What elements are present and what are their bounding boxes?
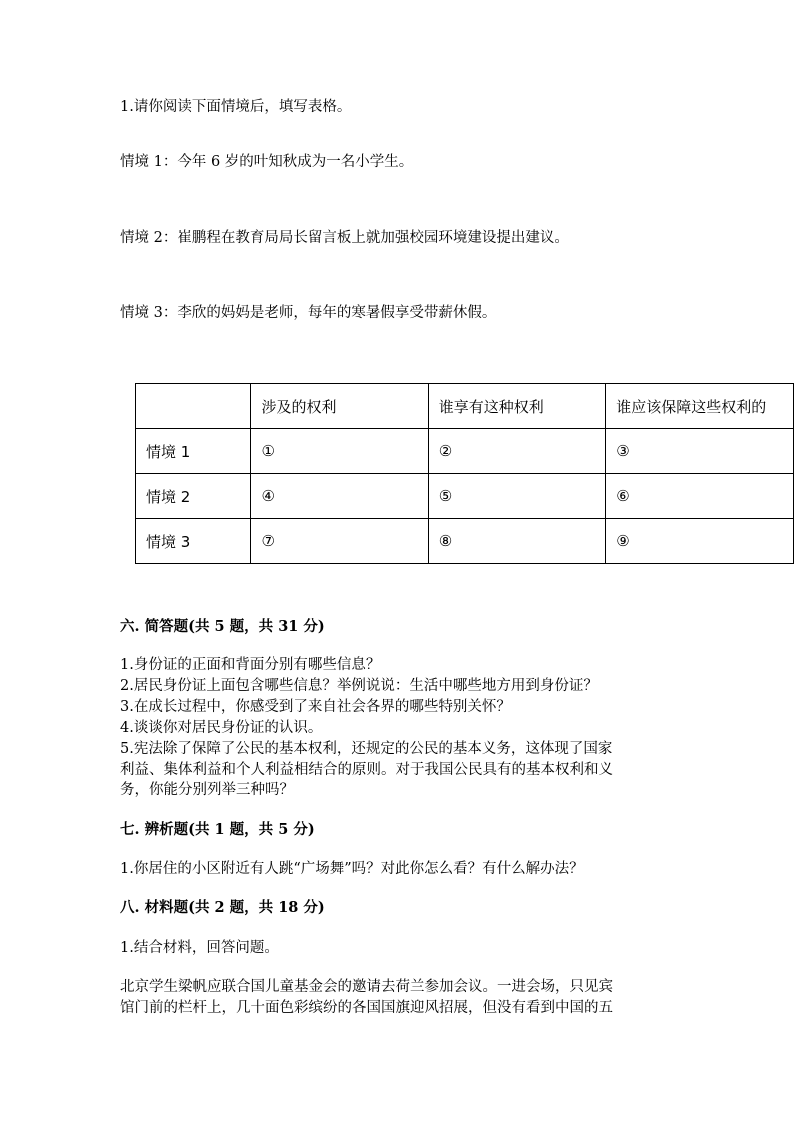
table-cell: ⑤ bbox=[428, 474, 605, 519]
table-cell: ③ bbox=[606, 429, 794, 474]
table-cell: ④ bbox=[251, 474, 428, 519]
section-6-line: 务，你能分别列举三种吗？ bbox=[120, 782, 294, 798]
table-cell: ⑦ bbox=[251, 519, 428, 564]
section-6-title: 六. 简答题(共 5 题，共 31 分) bbox=[120, 618, 325, 635]
table-row bbox=[136, 429, 794, 474]
table-cell: 情境 2 bbox=[136, 474, 251, 519]
table-header-cell: 谁享有这种权利 bbox=[428, 384, 605, 429]
question-1-prompt: 1.请你阅读下面情境后，填写表格。 bbox=[120, 99, 352, 115]
table-row bbox=[136, 519, 794, 564]
section-8-prompt: 1.结合材料，回答问题。 bbox=[120, 940, 279, 956]
table-header-row bbox=[136, 384, 794, 429]
scenario-2-text: 情境 2：崔鹏程在教育局局长留言板上就加强校园环境建设提出建议。 bbox=[120, 230, 569, 246]
table-cell: ⑨ bbox=[606, 519, 794, 564]
scenario-1-text: 情境 1：今年 6 岁的叶知秋成为一名小学生。 bbox=[120, 154, 414, 170]
table-header-cell bbox=[136, 384, 251, 429]
section-7-title: 七. 辨析题(共 1 题，共 5 分) bbox=[120, 821, 315, 838]
table-cell: ⑧ bbox=[428, 519, 605, 564]
section-6-line: 2.居民身份证上面包含哪些信息？举例说说：生活中哪些地方用到身份证？ bbox=[120, 678, 598, 694]
table-cell: 情境 3 bbox=[136, 519, 251, 564]
scenario-3-text: 情境 3：李欣的妈妈是老师，每年的寒暑假享受带薪休假。 bbox=[120, 305, 497, 321]
section-6-line: 5.宪法除了保障了公民的基本权利，还规定的公民的基本义务，这体现了国家 bbox=[120, 741, 613, 757]
section-6-line: 3.在成长过程中，你感受到了来自社会各界的哪些特别关怀？ bbox=[120, 699, 511, 715]
table-row bbox=[136, 474, 794, 519]
section-8-material-line: 馆门前的栏杆上，几十面色彩缤纷的各国国旗迎风招展，但没有看到中国的五 bbox=[120, 1000, 613, 1016]
table-cell: ① bbox=[251, 429, 428, 474]
section-7-line: 1.你居住的小区附近有人跳“广场舞”吗？对此你怎么看？有什么解办法？ bbox=[120, 861, 584, 877]
table-header-cell: 涉及的权利 bbox=[251, 384, 428, 429]
section-6-line: 1.身份证的正面和背面分别有哪些信息？ bbox=[120, 657, 381, 673]
table-cell: ⑥ bbox=[606, 474, 794, 519]
table-cell: 情境 1 bbox=[136, 429, 251, 474]
section-8-title: 八. 材料题(共 2 题，共 18 分) bbox=[120, 899, 325, 916]
rights-table bbox=[135, 383, 794, 564]
table-cell: ② bbox=[428, 429, 605, 474]
table-header-cell: 谁应该保障这些权利的 bbox=[606, 384, 794, 429]
section-6-line: 4.谈谈你对居民身份证的认识。 bbox=[120, 720, 323, 736]
section-8-material-line: 北京学生梁帆应联合国儿童基金会的邀请去荷兰参加会议。一进会场，只见宾 bbox=[120, 979, 613, 995]
section-6-line: 利益、集体利益和个人利益相结合的原则。对于我国公民具有的基本权利和义 bbox=[120, 762, 613, 778]
